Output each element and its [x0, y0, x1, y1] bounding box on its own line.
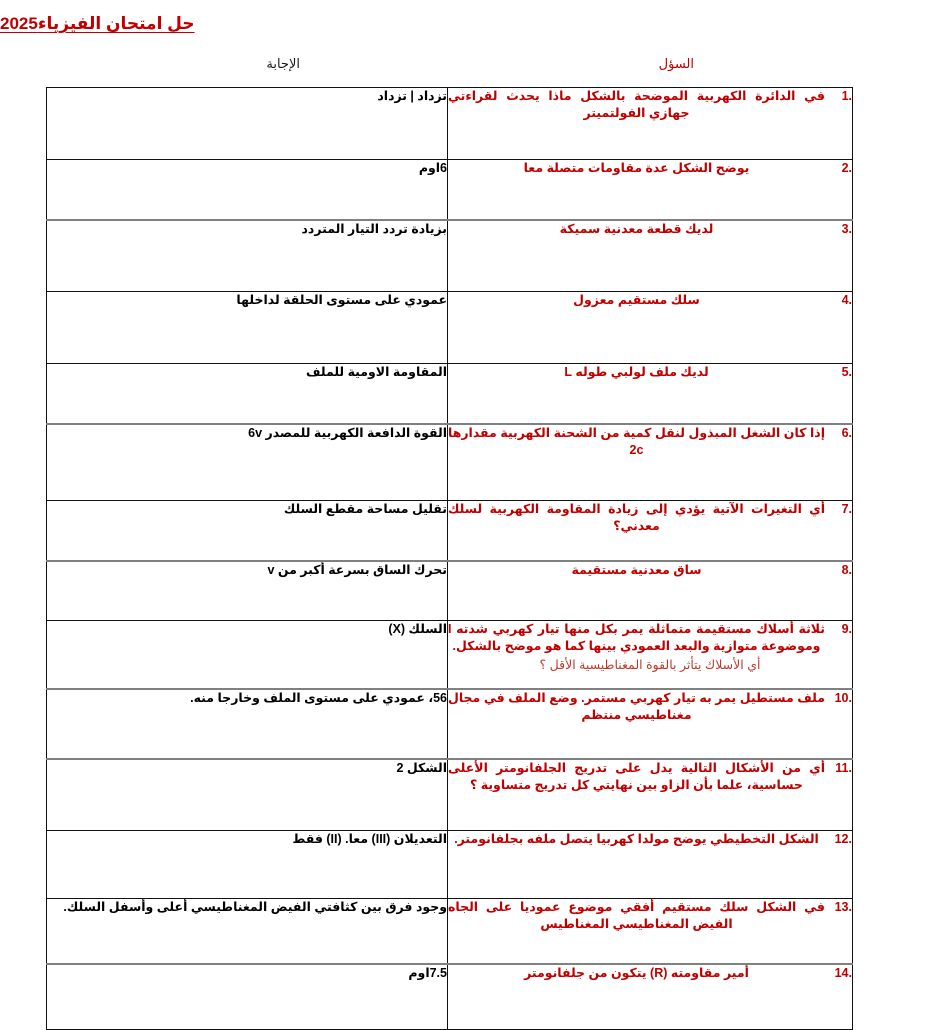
question-cell	[448, 621, 853, 689]
question-cell	[448, 364, 853, 424]
answer-text: تزداد | تزداد	[377, 89, 447, 103]
question-line	[448, 292, 852, 309]
table-row	[47, 899, 853, 964]
question-cell	[448, 88, 853, 160]
question-cell	[448, 424, 853, 501]
answer-cell	[47, 689, 448, 759]
question-cell	[448, 160, 853, 220]
question-cell	[448, 561, 853, 621]
question-text: ثلاثة أسلاك مستقيمة متماثلة يمر بكل منها تيار كهربي شدته I وموضوعة متوازية والبعد العمودي بينها كما هو موضح بالشكل.	[448, 622, 825, 654]
question-cell	[448, 689, 853, 759]
question-number: .7	[841, 502, 852, 516]
answer-text: 7.5اوم	[408, 965, 447, 980]
answer-cell	[47, 831, 448, 899]
answer-cell	[47, 424, 448, 501]
answer-cell	[47, 220, 448, 292]
answer-text: السلك (X)	[388, 622, 447, 636]
question-number: .2	[841, 161, 852, 175]
answer-cell	[47, 759, 448, 831]
question-number: .14	[834, 965, 852, 980]
question-number: .10	[834, 690, 852, 705]
question-line	[448, 899, 852, 934]
question-number: .6	[841, 425, 852, 440]
question-line	[448, 425, 852, 460]
question-cell	[448, 292, 853, 364]
answer-cell	[47, 364, 448, 424]
answers-table	[46, 87, 853, 1030]
answer-column-header: الإجابة	[266, 56, 300, 71]
answer-text: 6اوم	[418, 161, 447, 175]
document-title	[0, 14, 847, 34]
question-line	[448, 831, 852, 848]
table-row	[47, 689, 853, 759]
question-text: لديك ملف لولبي طوله L	[564, 365, 709, 379]
question-cell	[448, 964, 853, 1030]
answer-cell	[47, 292, 448, 364]
question-text: الشكل التخطيطي يوضح مولدا كهربيا يتصل ملفه بجلفانومتر.	[454, 832, 819, 846]
question-text: في الشكل سلك مستقيم أفقي موضوع عموديا على الجاه الفيض المغناطيسي المغناطيس	[448, 900, 825, 932]
question-number: .11	[835, 760, 852, 775]
table-row	[47, 160, 853, 220]
table-row	[47, 621, 853, 689]
question-line	[448, 364, 852, 381]
answer-text: وجود فرق بين كثافتي الفيض المغناطيسي أعلى وأسفل السلك.	[63, 900, 447, 914]
question-number: .1	[841, 89, 852, 103]
question-line	[448, 965, 852, 982]
answer-text: بزيادة تردد التيار المتردد	[301, 221, 447, 236]
question-text: في الدائرة الكهربية الموضحة بالشكل ماذا يحدث لقراءتي جهازي الفولتميتر	[448, 89, 825, 121]
table-row	[47, 220, 853, 292]
question-line	[448, 501, 852, 536]
question-number: .9	[841, 622, 852, 636]
question-line	[448, 760, 852, 795]
table-row	[47, 88, 853, 160]
answer-cell	[47, 621, 448, 689]
question-line	[448, 562, 852, 579]
question-text: سلك مستقيم معزول	[573, 293, 700, 307]
column-captions	[46, 56, 852, 78]
question-text: ملف مستطيل يمر به تيار كهربي مستمر. وضع الملف في مجال مغناطيسي منتظم	[448, 690, 825, 722]
table-row	[47, 964, 853, 1030]
question-text: أمير مقاومته (R) يتكون من جلفانومتر	[524, 965, 749, 980]
table-row	[47, 364, 853, 424]
answer-cell	[47, 88, 448, 160]
answers-table-body	[47, 88, 853, 1030]
answer-cell	[47, 964, 448, 1030]
answer-cell	[47, 561, 448, 621]
question-cell	[448, 899, 853, 964]
answer-text: 56، عمودي على مستوى الملف وخارجا منه.	[190, 690, 447, 705]
question-text: إذا كان الشغل المبذول لنقل كمية من الشحنة الكهربية مقدارها 2c	[448, 425, 825, 457]
question-line	[448, 221, 852, 238]
table-row	[47, 759, 853, 831]
answer-text: التعديلان (III) معا. (II) فقط	[292, 832, 447, 846]
table-row	[47, 292, 853, 364]
question-line	[448, 690, 852, 725]
question-cell	[448, 831, 853, 899]
question-line	[448, 621, 852, 656]
question-text: يوضح الشكل عدة مقاومات متصلة معا	[523, 161, 750, 175]
answer-cell	[47, 899, 448, 964]
question-text: ساق معدنية مستقيمة	[571, 562, 702, 577]
question-number: .13	[834, 900, 852, 914]
question-number: .8	[841, 562, 852, 577]
question-subtext: أي الأسلاك يتأثر بالقوة المغناطيسية الأقل ؟	[539, 657, 761, 672]
question-number: .4	[841, 293, 852, 307]
answer-text: القوة الدافعة الكهربية للمصدر 6v	[248, 425, 447, 440]
table-row	[47, 561, 853, 621]
question-cell	[448, 220, 853, 292]
question-text: لديك قطعة معدنية سميكة	[559, 221, 714, 236]
answer-text: عمودي على مستوى الحلقة لداخلها	[236, 293, 447, 307]
table-row	[47, 424, 853, 501]
question-text: أي من الأشكال التالية يدل على تدريج الجلفانومتر الأعلى حساسية، علما بأن الزاو بين نهايتي كل تدريج متساوية ؟	[448, 760, 825, 792]
question-text: أي التغيرات الآتية يؤدي إلى زيادة المقاومة الكهربية لسلك معدني؟	[448, 502, 825, 534]
question-cell	[448, 501, 853, 561]
document-title-text: حل امتحان الفيزياء2025	[0, 14, 195, 33]
question-line	[448, 160, 852, 177]
question-cell	[448, 759, 853, 831]
question-number: .12	[834, 832, 852, 846]
answer-text: تحرك الساق بسرعة أكبر من v	[267, 562, 447, 577]
answer-text: تقليل مساحة مقطع السلك	[283, 502, 447, 516]
table-row	[47, 831, 853, 899]
question-line	[448, 88, 852, 123]
answer-text: المقاومة الاومية للملف	[305, 365, 447, 379]
question-number: .3	[841, 221, 852, 236]
answer-text: الشكل 2	[396, 760, 447, 775]
table-row	[47, 501, 853, 561]
question-number: .5	[841, 365, 852, 379]
answer-cell	[47, 160, 448, 220]
question-column-header: السؤل	[658, 56, 694, 71]
answer-cell	[47, 501, 448, 561]
